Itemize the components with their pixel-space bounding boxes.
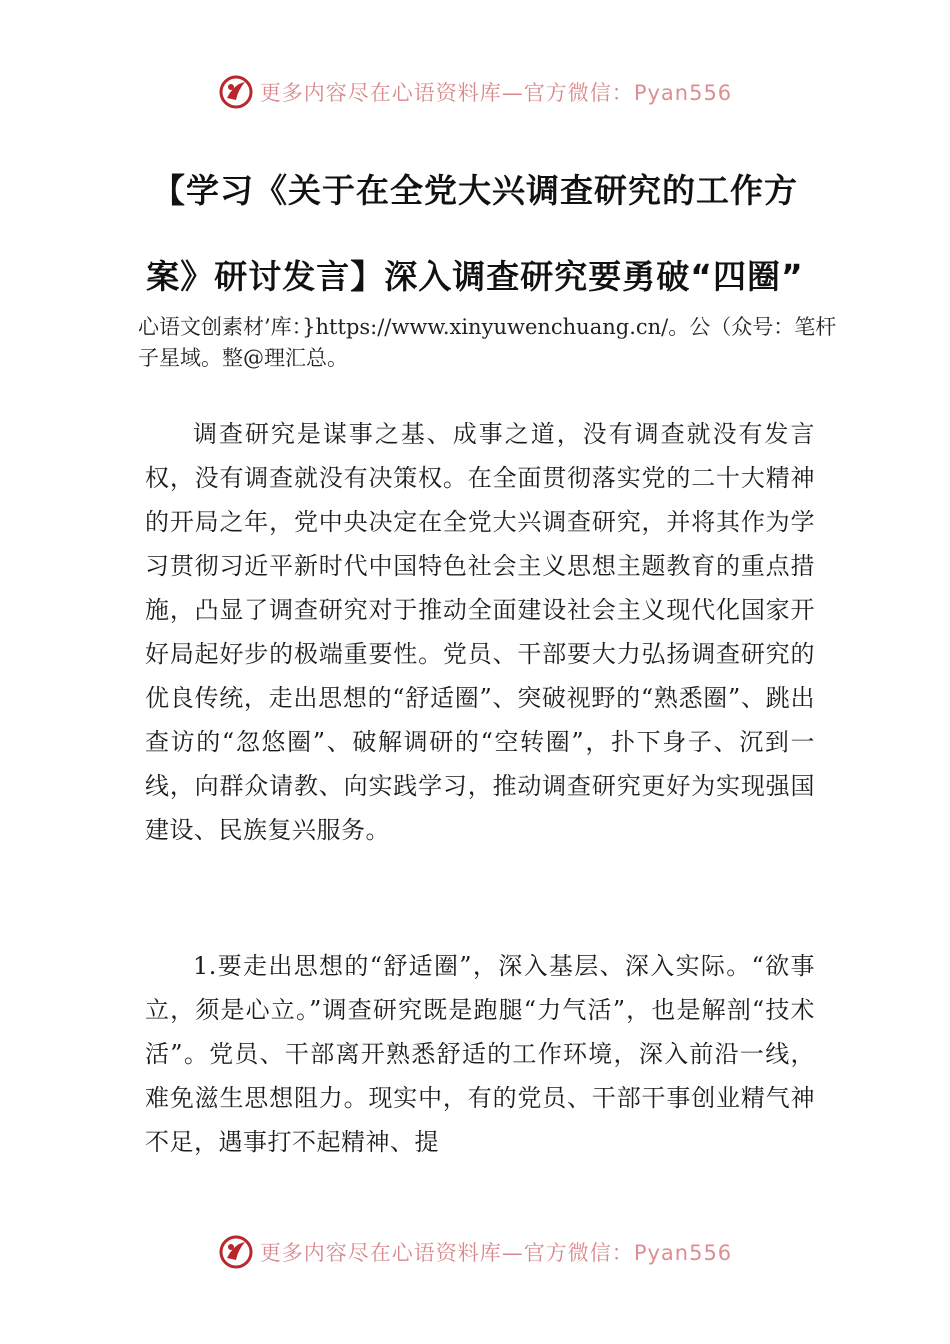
banner-wechat-id: Pyan556: [633, 1241, 733, 1265]
brand-logo-icon: [218, 74, 254, 110]
body-paragraph-2: 1.要走出思想的“舒适圈”，深入基层、深入实际。“欲事立，须是心立。”调查研究既是跑腿“力气活”，也是解剖“技术活”。党员、干部离开熟悉舒适的工作环境，深入前沿一线，难免滋生思想阻力。现实中，有的党员、干部干事创业精气神不足，遇事打不起精神、提: [145, 952, 815, 1156]
brand-logo-icon: [218, 1234, 254, 1270]
banner-slogan: 更多内容尽在心语资料库—官方微信：: [259, 81, 634, 105]
banner-text: [260, 1237, 732, 1267]
banner-wechat-id: Pyan556: [633, 81, 733, 105]
header-banner: [0, 70, 950, 114]
body-paragraph-1: 调查研究是谋事之基、成事之道，没有调查就没有发言权，没有调查就没有决策权。在全面贯彻落实党的二十大精神的开局之年，党中央决定在全党大兴调查研究，并将其作为学习贯彻习近平新时代中国特色社会主义思想主题教育的重点措施，凸显了调查研究对于推动全面建设社会主义现代化国家开好局起好步的极端重要性。党员、干部要大力弘扬调查研究的优良传统，走出思想的“舒适圈”、突破视野的“熟悉圈”、跳出查访的“忽悠圈”、破解调研的“空转圈”，扑下身子、沉到一线，向群众请教、向实践学习，推动调查研究更好为实现强国建设、民族复兴服务。: [145, 420, 815, 844]
banner-text: [260, 77, 732, 107]
source-line: 心语文创素材’库：}https://www.xinyuwenchuang.cn/。公（众号：笔杆子星域。整@理汇总。: [138, 315, 837, 370]
banner-slogan: 更多内容尽在心语资料库—官方微信：: [259, 1241, 634, 1265]
footer-banner: [0, 1230, 950, 1274]
document-title: 【学习《关于在全党大兴调查研究的工作方案》研讨发言】深入调查研究要勇破“四圈”: [146, 171, 804, 296]
